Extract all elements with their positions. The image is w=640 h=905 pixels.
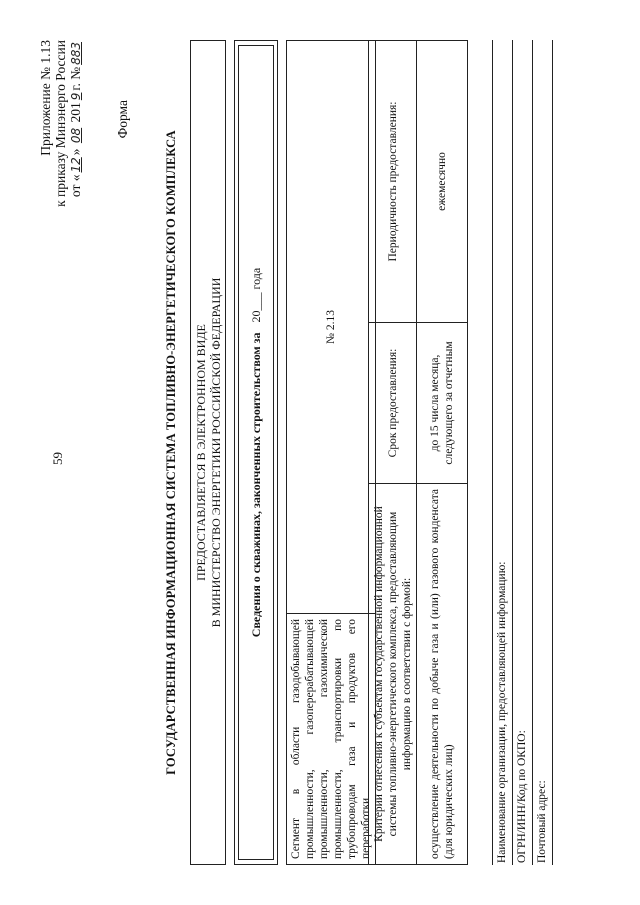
segment-table: [286, 40, 376, 865]
appendix-line-3: [68, 40, 84, 207]
criteria-value: осуществление деятельности по добыче газа и (или) газового конденсата (для юридических лиц): [417, 484, 468, 865]
order-date-mid: »: [68, 148, 83, 156]
organization-fields: [492, 40, 553, 865]
order-day: 12: [69, 157, 83, 173]
criteria-header-row: [369, 41, 417, 865]
report-period: 20___ года: [248, 267, 263, 323]
page-number: 59: [50, 452, 65, 465]
submission-line-2: В МИНИСТЕРСТВО ЭНЕРГЕТИКИ РОССИЙСКОЙ ФЕДЕРАЦИИ: [209, 277, 223, 628]
order-date-prefix: от «: [68, 174, 83, 198]
order-year-suffix: г. №: [68, 66, 83, 91]
form-label: Форма: [115, 100, 130, 139]
submission-line-1: ПРЕДОСТАВЛЯЕТСЯ В ЭЛЕКТРОННОМ ВИДЕ: [194, 324, 208, 581]
report-title-box: [234, 40, 278, 865]
segment-row: [287, 41, 376, 865]
organization-ids-field: ОГРН/ИНН/Код по ОКПО:: [513, 40, 533, 865]
segment-description: Сегмент в области газодобывающей промышленности, газоперерабатывающей промышленности, газохимической промышленности, транспортировки по трубопроводам газа и продуктов его переработки: [287, 614, 376, 865]
organization-name-field: Наименование организации, предоставляющей информацию:: [492, 40, 513, 865]
order-number: 883: [69, 42, 83, 65]
appendix-line-2: к приказу Минэнерго России: [53, 40, 68, 207]
form-number: № 2.13: [287, 41, 376, 614]
appendix-reference: [38, 40, 84, 207]
criteria-header: Критерии отнесения к субъектам государственной информационной системы топливно-энергетического комплекса, предоставляющим информацию в соответствии с формой:: [369, 484, 417, 865]
deadline-value: до 15 числа месяца, следующего за отчетным: [417, 323, 468, 484]
criteria-value-row: [417, 41, 468, 865]
criteria-table: [368, 40, 468, 865]
organization-address-field: Почтовый адрес:: [533, 40, 553, 865]
main-title: ГОСУДАРСТВЕННАЯ ИНФОРМАЦИОННАЯ СИСТЕМА ТОПЛИВНО-ЭНЕРГЕТИЧЕСКОГО КОМПЛЕКСА: [164, 130, 178, 775]
submission-box: [190, 40, 226, 865]
order-year-digit: 9: [69, 92, 83, 101]
frequency-value: ежемесячно: [417, 41, 468, 323]
report-title: Сведения о скважинах, законченных строительством за: [248, 332, 263, 638]
appendix-line-1: Приложение № 1.13: [38, 40, 53, 156]
deadline-header: Срок предоставления:: [369, 323, 417, 484]
order-month: 08: [69, 127, 83, 144]
frequency-header: Периодичность предоставления:: [369, 41, 417, 323]
report-title-row: [235, 141, 277, 764]
order-year-prefix: 201: [68, 102, 83, 123]
